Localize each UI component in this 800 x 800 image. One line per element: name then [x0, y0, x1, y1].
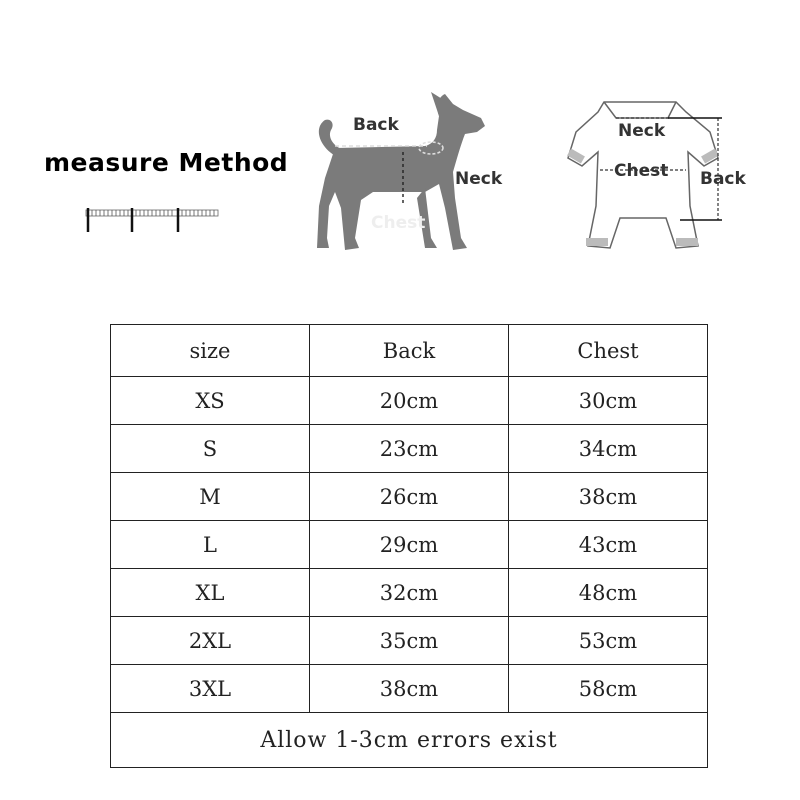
- cell-size: XS: [111, 377, 310, 425]
- cell-chest: 34cm: [509, 425, 708, 473]
- table-row: [111, 665, 708, 713]
- table-row: [111, 473, 708, 521]
- cell-chest: 58cm: [509, 665, 708, 713]
- dog-chest-label: Chest: [371, 213, 426, 233]
- cell-size: S: [111, 425, 310, 473]
- cell-chest: 38cm: [509, 473, 708, 521]
- table-row: [111, 569, 708, 617]
- note-row: [111, 713, 708, 768]
- shirt-back-label: Back: [700, 169, 746, 189]
- cell-size: M: [111, 473, 310, 521]
- header-chest: Chest: [509, 325, 708, 377]
- table-row: [111, 377, 708, 425]
- cell-back: 35cm: [310, 617, 509, 665]
- header-size: size: [111, 325, 310, 377]
- table-row: [111, 425, 708, 473]
- cell-back: 26cm: [310, 473, 509, 521]
- tolerance-note: Allow 1-3cm errors exist: [111, 713, 708, 768]
- cell-back: 29cm: [310, 521, 509, 569]
- dog-neck-label: Neck: [455, 169, 503, 189]
- cell-chest: 48cm: [509, 569, 708, 617]
- cell-back: 23cm: [310, 425, 509, 473]
- shirt-measurement-diagram: [558, 96, 746, 258]
- cell-size: 2XL: [111, 617, 310, 665]
- cell-chest: 53cm: [509, 617, 708, 665]
- dog-back-label: Back: [353, 115, 399, 135]
- measure-method-heading: measure Method: [44, 148, 289, 177]
- size-chart-table: [110, 324, 708, 768]
- cell-chest: 30cm: [509, 377, 708, 425]
- ruler-icon: [86, 204, 226, 236]
- cell-back: 20cm: [310, 377, 509, 425]
- cell-size: XL: [111, 569, 310, 617]
- cell-size: 3XL: [111, 665, 310, 713]
- table-row: [111, 617, 708, 665]
- shirt-chest-label: Chest: [614, 161, 669, 181]
- cell-back: 32cm: [310, 569, 509, 617]
- table-header-row: [111, 325, 708, 377]
- shirt-neck-label: Neck: [618, 121, 666, 141]
- cell-back: 38cm: [310, 665, 509, 713]
- cell-size: L: [111, 521, 310, 569]
- dog-measurement-diagram: [305, 88, 520, 263]
- cell-chest: 43cm: [509, 521, 708, 569]
- header-back: Back: [310, 325, 509, 377]
- table-row: [111, 521, 708, 569]
